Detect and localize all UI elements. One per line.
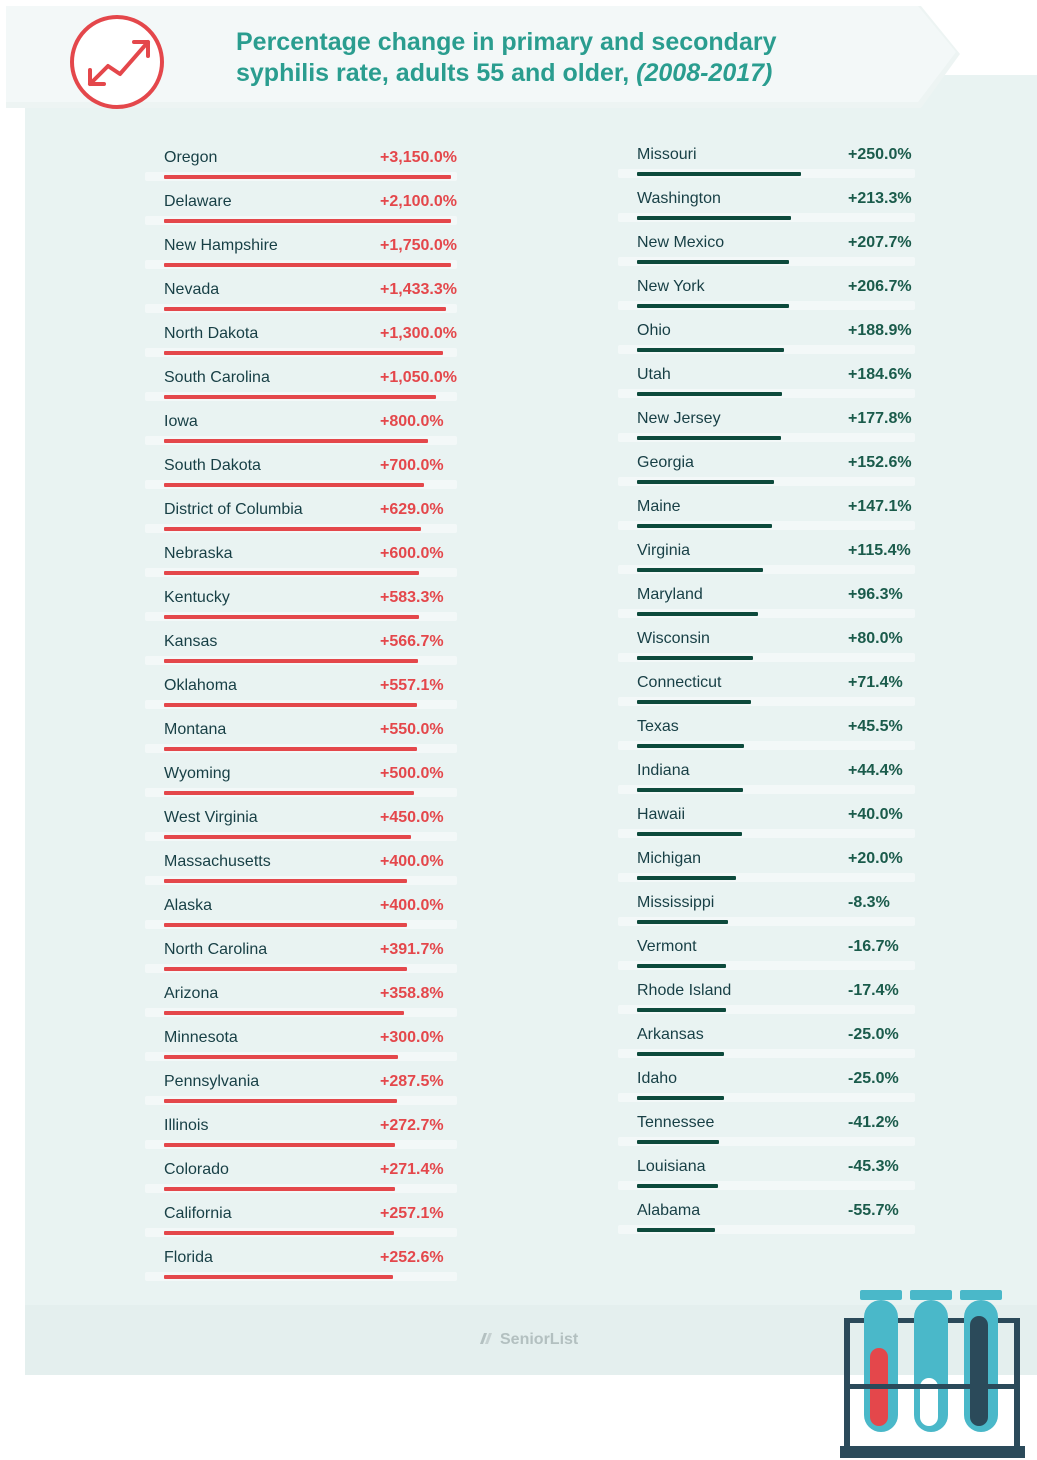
bar-utah [637, 392, 782, 396]
state-label: New Mexico [637, 234, 725, 251]
state-label: Wyoming [164, 765, 231, 782]
bar-row-washington [618, 181, 915, 225]
bar-alaska [164, 923, 407, 927]
state-label: Louisiana [637, 1158, 706, 1175]
value-label: -25.0% [848, 1026, 899, 1043]
value-label: +1,433.3% [380, 281, 457, 298]
state-label: Pennsylvania [164, 1073, 260, 1090]
value-label: +358.8% [380, 985, 444, 1002]
state-label: California [164, 1205, 232, 1222]
bar-row-michigan [618, 841, 915, 885]
bar-row-delaware [145, 184, 457, 228]
state-label: District of Columbia [164, 501, 303, 518]
value-label: +45.5% [848, 718, 903, 735]
value-label: +450.0% [380, 809, 444, 826]
bar-row-georgia [618, 445, 915, 489]
bar-row-illinois [145, 1108, 457, 1152]
value-label: +252.6% [380, 1249, 444, 1266]
bar-row-tennessee [618, 1105, 915, 1149]
value-label: +40.0% [848, 806, 903, 823]
value-label: +391.7% [380, 941, 444, 958]
bar-row-alaska [145, 888, 457, 932]
logo-mark-icon [478, 1330, 496, 1346]
state-label: Kentucky [164, 589, 230, 606]
value-label: +257.1% [380, 1205, 444, 1222]
bar-tennessee [637, 1140, 719, 1144]
bar-new-mexico [637, 260, 789, 264]
chart-title [236, 27, 916, 89]
value-label: +700.0% [380, 457, 444, 474]
value-label: +287.5% [380, 1073, 444, 1090]
value-label: +206.7% [848, 278, 912, 295]
bar-washington [637, 216, 791, 220]
value-label: +1,300.0% [380, 325, 457, 342]
state-label: North Dakota [164, 325, 259, 342]
value-label: +583.3% [380, 589, 444, 606]
state-label: Nebraska [164, 545, 233, 562]
bar-montana [164, 747, 417, 751]
bar-kentucky [164, 615, 419, 619]
value-label: +629.0% [380, 501, 444, 518]
bar-row-colorado [145, 1152, 457, 1196]
state-label: Oklahoma [164, 677, 237, 694]
bar-row-arizona [145, 976, 457, 1020]
value-label: +400.0% [380, 897, 444, 914]
bar-row-louisiana [618, 1149, 915, 1193]
bar-ohio [637, 348, 784, 352]
state-label: Wisconsin [637, 630, 710, 647]
bar-row-wisconsin [618, 621, 915, 665]
state-label: Maryland [637, 586, 703, 603]
bar-pennsylvania [164, 1099, 397, 1103]
value-label: +550.0% [380, 721, 444, 738]
state-label: Missouri [637, 146, 697, 163]
bar-wisconsin [637, 656, 753, 660]
bar-row-arkansas [618, 1017, 915, 1061]
bar-texas [637, 744, 744, 748]
state-label: Texas [637, 718, 679, 735]
bar-maine [637, 524, 772, 528]
bar-iowa [164, 439, 428, 443]
bar-row-nebraska [145, 536, 457, 580]
state-label: Georgia [637, 454, 694, 471]
bar-wyoming [164, 791, 414, 795]
state-label: Florida [164, 1249, 213, 1266]
bar-arkansas [637, 1052, 724, 1056]
bar-row-minnesota [145, 1020, 457, 1064]
bar-row-maryland [618, 577, 915, 621]
bar-row-oregon [145, 140, 457, 184]
value-label: +152.6% [848, 454, 912, 471]
state-label: Mississippi [637, 894, 715, 911]
value-label: -41.2% [848, 1114, 899, 1131]
state-label: New York [637, 278, 705, 295]
bar-north-dakota [164, 351, 443, 355]
value-label: +300.0% [380, 1029, 444, 1046]
bar-row-north-dakota [145, 316, 457, 360]
seniorlist-logo [478, 1330, 578, 1349]
value-label: -25.0% [848, 1070, 899, 1087]
bar-south-carolina [164, 395, 436, 399]
state-label: Virginia [637, 542, 691, 559]
bar-district-of-columbia [164, 527, 421, 531]
bar-nebraska [164, 571, 419, 575]
value-label: +44.4% [848, 762, 903, 779]
bar-row-connecticut [618, 665, 915, 709]
bar-row-oklahoma [145, 668, 457, 712]
bar-louisiana [637, 1184, 718, 1188]
bar-michigan [637, 876, 736, 880]
bar-new-jersey [637, 436, 781, 440]
bar-rhode-island [637, 1008, 726, 1012]
bar-oklahoma [164, 703, 417, 707]
bar-row-kentucky [145, 580, 457, 624]
bar-north-carolina [164, 967, 407, 971]
state-label: West Virginia [164, 809, 258, 826]
title-years: (2008-2017) [636, 59, 773, 87]
bar-new-hampshire [164, 263, 451, 267]
bar-row-virginia [618, 533, 915, 577]
state-label: Michigan [637, 850, 702, 867]
state-label: Utah [637, 366, 671, 383]
bar-oregon [164, 175, 451, 179]
bar-south-dakota [164, 483, 424, 487]
value-label: +272.7% [380, 1117, 444, 1134]
bar-row-new-jersey [618, 401, 915, 445]
state-label: Delaware [164, 193, 232, 210]
state-label: Massachusetts [164, 853, 271, 870]
bar-row-missouri [618, 137, 915, 181]
bar-row-kansas [145, 624, 457, 668]
value-label: +250.0% [848, 146, 912, 163]
value-label: +1,050.0% [380, 369, 457, 386]
value-label: +271.4% [380, 1161, 444, 1178]
state-label: Vermont [637, 938, 697, 955]
bar-alabama [637, 1228, 715, 1232]
bar-row-mississippi [618, 885, 915, 929]
bar-nevada [164, 307, 446, 311]
bar-row-south-carolina [145, 360, 457, 404]
bar-colorado [164, 1187, 395, 1191]
state-label: Alaska [164, 897, 213, 914]
state-label: Idaho [637, 1070, 678, 1087]
bar-kansas [164, 659, 418, 663]
value-label: +80.0% [848, 630, 903, 647]
value-label: +566.7% [380, 633, 444, 650]
bar-missouri [637, 172, 801, 176]
title-line-1: Percentage change in primary and secondary [236, 28, 777, 56]
bar-connecticut [637, 700, 751, 704]
state-label: Tennessee [637, 1114, 715, 1131]
state-label: Ohio [637, 322, 671, 339]
value-label: +71.4% [848, 674, 903, 691]
value-label: -55.7% [848, 1202, 899, 1219]
value-label: +184.6% [848, 366, 912, 383]
bar-massachusetts [164, 879, 407, 883]
value-label: +500.0% [380, 765, 444, 782]
value-label: +400.0% [380, 853, 444, 870]
value-label: +147.1% [848, 498, 912, 515]
bar-minnesota [164, 1055, 398, 1059]
state-label: Hawaii [637, 806, 686, 823]
bar-delaware [164, 219, 451, 223]
bar-row-rhode-island [618, 973, 915, 1017]
value-label: -16.7% [848, 938, 899, 955]
value-label: +188.9% [848, 322, 912, 339]
bar-row-montana [145, 712, 457, 756]
title-line-2-text: syphilis rate, adults 55 and older, [236, 59, 630, 87]
bar-row-texas [618, 709, 915, 753]
bar-row-idaho [618, 1061, 915, 1105]
bar-indiana [637, 788, 743, 792]
value-label: +177.8% [848, 410, 912, 427]
value-label: +20.0% [848, 850, 903, 867]
bar-arizona [164, 1011, 404, 1015]
state-label: Montana [164, 721, 227, 738]
state-label: Minnesota [164, 1029, 238, 1046]
bar-row-vermont [618, 929, 915, 973]
bar-georgia [637, 480, 774, 484]
state-label: Maine [637, 498, 681, 515]
state-label: Kansas [164, 633, 218, 650]
bar-hawaii [637, 832, 742, 836]
value-label: +3,150.0% [380, 149, 457, 166]
bar-row-maine [618, 489, 915, 533]
state-label: Washington [637, 190, 721, 207]
bar-illinois [164, 1143, 395, 1147]
value-label: +600.0% [380, 545, 444, 562]
bar-row-california [145, 1196, 457, 1240]
state-label: Nevada [164, 281, 220, 298]
bar-row-alabama [618, 1193, 915, 1237]
bar-idaho [637, 1096, 724, 1100]
state-label: Illinois [164, 1117, 209, 1134]
bar-row-new-york [618, 269, 915, 313]
value-label: +213.3% [848, 190, 912, 207]
test-tubes-illustration [840, 1288, 1025, 1460]
bar-west-virginia [164, 835, 411, 839]
bar-florida [164, 1275, 393, 1279]
state-label: Connecticut [637, 674, 722, 691]
state-label: South Dakota [164, 457, 261, 474]
state-label: Alabama [637, 1202, 701, 1219]
state-label: New Jersey [637, 410, 721, 427]
value-label: -45.3% [848, 1158, 899, 1175]
value-label: +800.0% [380, 413, 444, 430]
bar-row-ohio [618, 313, 915, 357]
bar-row-district-of-columbia [145, 492, 457, 536]
value-label: +2,100.0% [380, 193, 457, 210]
state-label: Iowa [164, 413, 198, 430]
bar-maryland [637, 612, 758, 616]
bar-row-pennsylvania [145, 1064, 457, 1108]
state-label: Arizona [164, 985, 219, 1002]
value-label: -8.3% [848, 894, 890, 911]
bar-row-wyoming [145, 756, 457, 800]
bar-row-west-virginia [145, 800, 457, 844]
bar-new-york [637, 304, 789, 308]
bar-mississippi [637, 920, 728, 924]
value-label: +96.3% [848, 586, 903, 603]
bar-row-new-mexico [618, 225, 915, 269]
bar-row-indiana [618, 753, 915, 797]
bar-row-florida [145, 1240, 457, 1284]
state-label: Oregon [164, 149, 218, 166]
state-label: North Carolina [164, 941, 268, 958]
state-label: Indiana [637, 762, 690, 779]
trend-arrows-icon [62, 12, 172, 112]
value-label: +115.4% [848, 542, 911, 559]
state-label: Rhode Island [637, 982, 732, 999]
bar-row-new-hampshire [145, 228, 457, 272]
bar-row-south-dakota [145, 448, 457, 492]
bar-row-massachusetts [145, 844, 457, 888]
bar-row-iowa [145, 404, 457, 448]
state-label: Colorado [164, 1161, 229, 1178]
value-label: +1,750.0% [380, 237, 457, 254]
bar-vermont [637, 964, 726, 968]
state-label: South Carolina [164, 369, 270, 386]
state-label: Arkansas [637, 1026, 704, 1043]
bar-row-north-carolina [145, 932, 457, 976]
bar-row-utah [618, 357, 915, 401]
title-line-2 [236, 58, 916, 89]
state-label: New Hampshire [164, 237, 278, 254]
bar-row-nevada [145, 272, 457, 316]
bar-virginia [637, 568, 763, 572]
bar-california [164, 1231, 394, 1235]
bar-row-hawaii [618, 797, 915, 841]
value-label: +207.7% [848, 234, 912, 251]
value-label: +557.1% [380, 677, 444, 694]
logo-text: SeniorList [500, 1331, 579, 1348]
value-label: -17.4% [848, 982, 899, 999]
